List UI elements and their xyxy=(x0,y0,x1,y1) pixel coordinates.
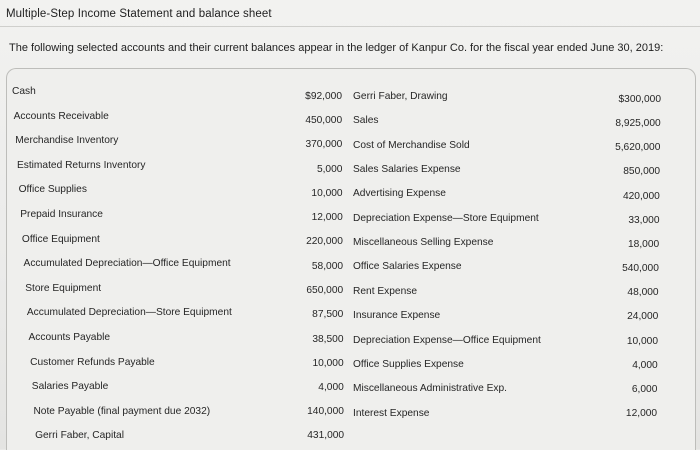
ledger-row-right xyxy=(0,310,700,326)
ledger-row-right xyxy=(0,335,700,351)
page-title: Multiple-Step Income Statement and balance sheet xyxy=(6,8,272,20)
account-amount: 5,000 xyxy=(316,163,343,175)
account-amount: 87,500 xyxy=(312,309,344,321)
ledger-row-right xyxy=(0,356,700,375)
account-name: Prepaid Insurance xyxy=(20,209,103,220)
account-amount: 38,500 xyxy=(312,333,344,345)
account-amount: 10,000 xyxy=(626,335,658,347)
account-amount: 18,000 xyxy=(628,238,660,250)
account-amount: 140,000 xyxy=(307,406,344,418)
account-name: Office Salaries Expense xyxy=(353,261,462,273)
account-name: Insurance Expense xyxy=(353,310,441,322)
account-amount: 24,000 xyxy=(627,311,659,323)
account-amount: 650,000 xyxy=(306,284,344,296)
account-name: Note Payable (final payment due 2032) xyxy=(33,405,211,417)
account-amount: 4,000 xyxy=(318,381,344,393)
account-amount: 48,000 xyxy=(627,287,659,299)
account-name: Estimated Returns Inventory xyxy=(16,159,146,171)
ledger-row-right xyxy=(0,213,700,229)
account-name: Merchandise Inventory xyxy=(15,135,119,147)
ledger-row-right xyxy=(0,261,700,277)
ledger-row-left xyxy=(0,430,350,446)
account-amount: 6,000 xyxy=(631,383,658,395)
account-name: Depreciation Expense—Store Equipment xyxy=(353,212,539,224)
intro-text: The following selected accounts and their current balances appear in the ledger of Kanpur Co. for the fiscal year ended June 30, 2019: xyxy=(9,42,664,54)
account-amount: 10,000 xyxy=(312,357,344,369)
account-name: Cost of Merchandise Sold xyxy=(353,139,470,151)
ledger-row-right xyxy=(0,286,700,302)
account-amount: 8,925,000 xyxy=(615,118,661,130)
account-name: Office Supplies Expense xyxy=(353,358,464,370)
ledger-row-right xyxy=(0,237,700,253)
account-name: Advertising Expense xyxy=(353,188,446,200)
account-amount: 58,000 xyxy=(311,260,344,272)
account-name: Accumulated Depreciation—Office Equipment xyxy=(23,258,231,270)
account-name: Miscellaneous Selling Expense xyxy=(353,237,494,249)
account-amount: 540,000 xyxy=(622,263,659,275)
account-name: Accounts Payable xyxy=(28,332,111,343)
header-divider xyxy=(0,26,700,27)
account-amount: 5,620,000 xyxy=(615,142,661,154)
account-amount: 12,000 xyxy=(625,407,658,419)
account-amount: $92,000 xyxy=(305,91,342,102)
ledger-row-right xyxy=(0,188,700,204)
account-amount: 10,000 xyxy=(311,187,343,199)
account-amount: 450,000 xyxy=(305,115,343,127)
ledger-row-right xyxy=(0,140,700,156)
account-amount: $300,000 xyxy=(618,94,661,105)
ledger-row-right xyxy=(0,383,700,399)
account-amount: 12,000 xyxy=(311,212,343,224)
ledger-row-right xyxy=(0,91,700,107)
account-amount: 431,000 xyxy=(307,430,345,442)
account-name: Gerri Faber, Capital xyxy=(35,430,124,442)
ledger-row-right xyxy=(0,164,700,180)
account-name: Sales xyxy=(353,115,379,127)
account-name: Cash xyxy=(12,86,36,97)
account-name: Rent Expense xyxy=(353,285,417,297)
ledger-row-right xyxy=(0,115,700,131)
account-name: Interest Expense xyxy=(353,407,430,419)
account-name: Office Equipment xyxy=(21,233,100,245)
account-amount: 850,000 xyxy=(623,166,661,178)
account-amount: 420,000 xyxy=(622,190,660,202)
account-name: Accumulated Depreciation—Store Equipment xyxy=(26,307,232,319)
account-name: Miscellaneous Administrative Exp. xyxy=(353,383,508,395)
account-name: Depreciation Expense—Office Equipment xyxy=(353,334,541,346)
account-name: Accounts Receivable xyxy=(13,110,109,122)
account-amount: 220,000 xyxy=(306,236,343,248)
account-amount: 370,000 xyxy=(305,139,343,151)
account-name: Gerri Faber, Drawing xyxy=(353,91,448,102)
account-name: Office Supplies xyxy=(18,184,87,196)
account-name: Customer Refunds Payable xyxy=(30,356,155,368)
account-name: Salaries Payable xyxy=(31,381,109,393)
ledger-row-right xyxy=(0,405,700,424)
account-name: Store Equipment xyxy=(25,282,102,294)
account-name: Sales Salaries Expense xyxy=(353,164,461,176)
account-amount: 33,000 xyxy=(628,214,660,226)
account-amount: 4,000 xyxy=(632,359,658,371)
